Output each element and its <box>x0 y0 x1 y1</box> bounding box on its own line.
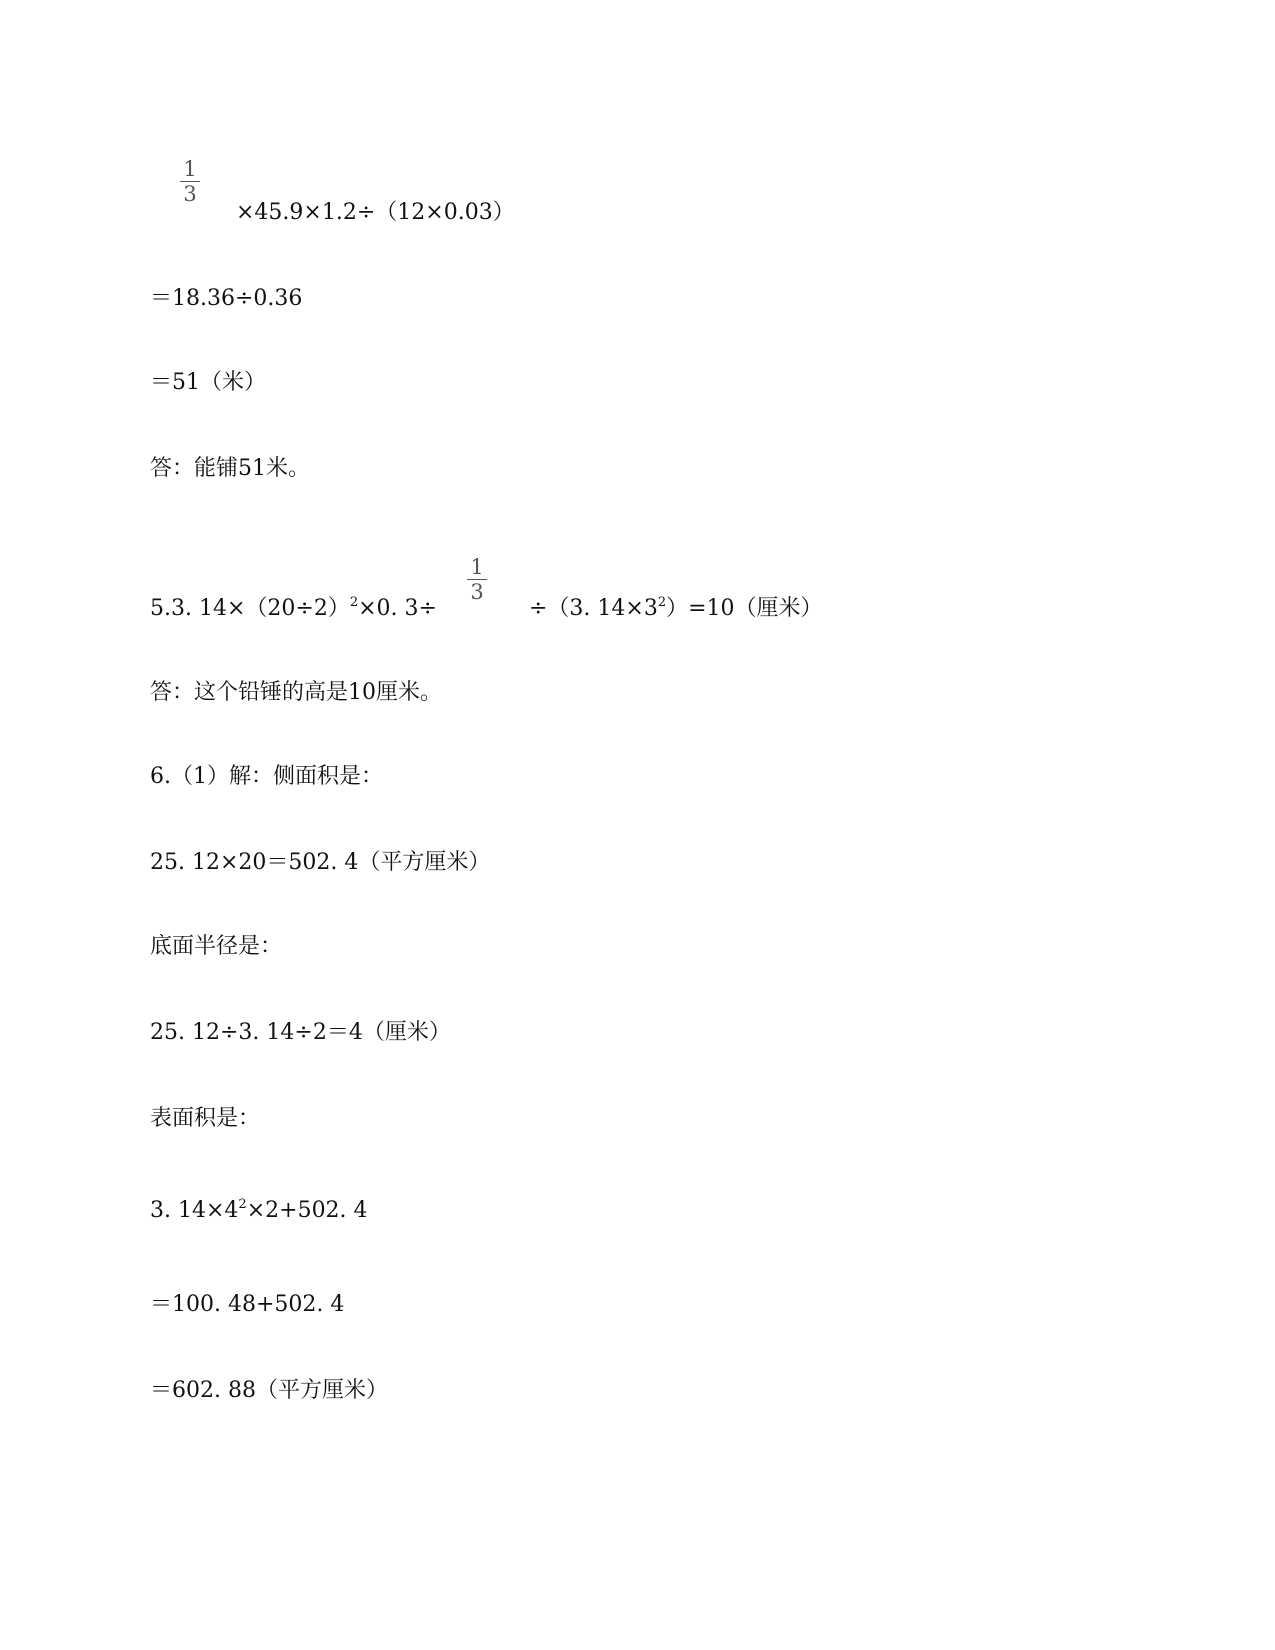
expression-line-14: ＝602. 88（平方厘米） <box>150 1378 388 1403</box>
fraction-numerator: 1 <box>470 555 484 579</box>
problem-5-part-4: ）=10（厘米） <box>666 596 823 621</box>
expression-line-2: ＝18.36÷0.36 <box>150 286 303 311</box>
fraction-numerator: 1 <box>183 157 197 181</box>
exponent-2: 2 <box>657 595 667 610</box>
problem-5-part-2: ×0. 3÷ <box>358 596 437 621</box>
fraction-one-third-2 <box>467 556 487 603</box>
expression-line-8: 25. 12×20＝502. 4（平方厘米） <box>150 850 491 875</box>
expression-line-1: ×45.9×1.2÷（12×0.03） <box>236 200 515 225</box>
fraction-denominator: 3 <box>470 580 484 604</box>
expression-line-12 <box>150 1196 368 1226</box>
problem-5-part-1: 5.3. 14×（20÷2） <box>150 596 350 621</box>
expression-12-part-2: ×2+502. 4 <box>246 1198 368 1223</box>
expression-12-part-1: 3. 14×4 <box>150 1198 239 1223</box>
fraction-denominator: 3 <box>183 182 197 206</box>
expression-line-13: ＝100. 48+502. 4 <box>150 1292 345 1317</box>
answer-line-6: 答：这个铅锤的高是10厘米。 <box>150 680 442 705</box>
exponent-3: 2 <box>238 1197 247 1212</box>
label-line-9: 底面半径是： <box>150 934 283 959</box>
answer-line-4: 答：能铺51米。 <box>150 456 310 481</box>
fraction-one-third <box>180 158 200 205</box>
expression-line-3: ＝51（米） <box>150 370 266 395</box>
label-line-11: 表面积是： <box>150 1106 261 1131</box>
problem-6-heading: 6.（1）解：侧面积是： <box>150 764 383 789</box>
expression-line-10: 25. 12÷3. 14÷2＝4（厘米） <box>150 1020 451 1045</box>
exponent-1: 2 <box>349 595 359 610</box>
problem-5-part-3: ÷（3. 14×3 <box>528 596 658 621</box>
